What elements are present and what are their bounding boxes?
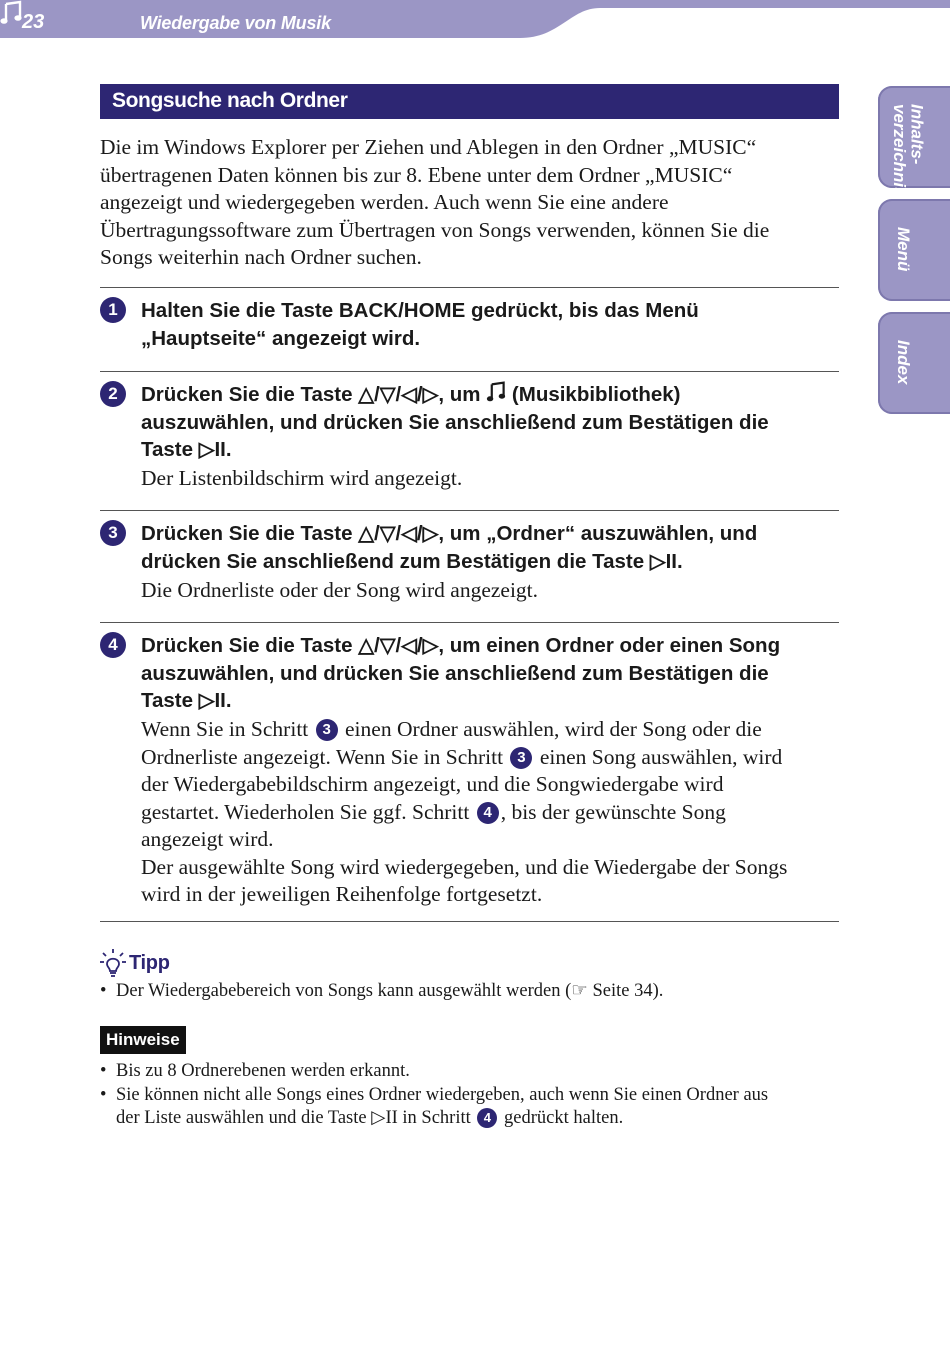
intro-line: Songs weiterhin nach Ordner suchen.: [100, 245, 422, 269]
list-item: [100, 1084, 840, 1108]
bullet: •: [100, 1084, 107, 1105]
bullet: •: [100, 981, 107, 1001]
step-body-line: Die Ordnerliste oder der Song wird angezeigt.: [141, 578, 539, 602]
tab-toc-line2: verzeichnis: [889, 104, 909, 197]
step-body-part: einen Ordner auswählen, wird der Song oder die: [339, 717, 762, 741]
divider: [100, 287, 839, 288]
tab-menu[interactable]: [878, 199, 950, 301]
step-body-line: [141, 716, 841, 744]
step-heading-line: auszuwählen, und drücken Sie anschließend zum Bestätigen die: [141, 661, 769, 685]
step-body-line: angezeigt wird.: [141, 827, 274, 851]
step-body-part: , bis der gewünschte Song: [500, 799, 726, 824]
step-heading-part: (Musikbibliothek): [506, 383, 681, 406]
step-heading-line: „Hauptseite“ angezeigt wird.: [141, 326, 421, 350]
step-number-badge: 3: [100, 520, 126, 546]
step-body-part: Ordnerliste angezeigt. Wenn Sie in Schritt: [141, 744, 509, 769]
tab-table-of-contents[interactable]: [878, 86, 950, 197]
step-heading-part: Drücken Sie die Taste △/▽/◁/▷, um: [141, 383, 487, 406]
step-body-part: einen Song auswählen, wird: [534, 744, 783, 769]
notes-list: [100, 1060, 840, 1131]
section-heading: Songsuche nach Ordner: [112, 89, 348, 112]
step-heading-line: [141, 381, 841, 409]
page-number: 23: [22, 11, 45, 33]
tab-index[interactable]: [878, 312, 950, 414]
note-text: gedrückt halten.: [499, 1108, 624, 1128]
section-title: Wiedergabe von Musik: [140, 13, 331, 33]
intro-paragraph: [100, 134, 840, 272]
intro-line: angezeigt und wiedergegeben werden. Auch wenn Sie eine andere: [100, 190, 669, 214]
step-body-part: Wenn Sie in Schritt: [141, 717, 314, 741]
step-body: [141, 577, 841, 605]
divider: [100, 622, 839, 623]
tab-menu-label: Menü: [893, 227, 913, 272]
lightbulb-icon: [99, 948, 127, 978]
step-ref-badge: 3: [316, 719, 338, 741]
step-ref-badge: 3: [510, 747, 532, 769]
divider: [100, 921, 839, 922]
step-body: [141, 465, 841, 493]
tab-toc-line1: Inhalts-: [907, 104, 927, 165]
note-text: der Liste auswählen und die Taste ▷II in Schritt: [116, 1108, 476, 1128]
step-heading-line: Drücken Sie die Taste △/▽/◁/▷, um „Ordner“ auszuwählen, und: [141, 522, 758, 545]
tab-index-label: Index: [893, 340, 913, 385]
list-item: [100, 1060, 840, 1084]
step-body: [141, 716, 841, 909]
music-note-icon: [0, 0, 22, 26]
list-item-continuation: [100, 1107, 840, 1131]
step-number-badge: 2: [100, 381, 126, 407]
intro-line: übertragenen Daten können bis zur 8. Ebene unter dem Ordner „MUSIC“: [100, 162, 733, 187]
step-heading-line: auszuwählen, und drücken Sie anschließend zum Bestätigen die: [141, 410, 769, 434]
step-heading: [141, 632, 841, 715]
step-ref-badge: 4: [477, 802, 499, 824]
step-body-line: Der Listenbildschirm wird angezeigt.: [141, 466, 463, 490]
intro-line: Die im Windows Explorer per Ziehen und Ablegen in den Ordner „MUSIC“: [100, 135, 757, 159]
step-heading: [141, 520, 841, 575]
tip-list: [100, 980, 840, 1004]
divider: [100, 371, 839, 372]
step-number-badge: 1: [100, 297, 126, 323]
step-body-line: [141, 744, 841, 772]
intro-line: Übertragungssoftware zum Übertragen von Songs verwenden, können Sie die: [100, 217, 770, 242]
page-header: [0, 0, 950, 42]
step-ref-badge: 4: [477, 1108, 497, 1128]
music-library-icon: [486, 381, 506, 403]
step-heading-line: Taste ▷II.: [141, 689, 232, 712]
note-text: Bis zu 8 Ordnerebenen werden erkannt.: [116, 1061, 410, 1081]
note-text: Sie können nicht alle Songs eines Ordner wiedergeben, auch wenn Sie einen Ordner aus: [116, 1084, 769, 1105]
step-heading-line: Halten Sie die Taste BACK/HOME gedrückt, bis das Menü: [141, 299, 699, 322]
step-heading: [141, 297, 841, 352]
divider: [100, 510, 839, 511]
step-body-line: Der ausgewählte Song wird wiedergegeben, und die Wiedergabe der Songs: [141, 854, 788, 879]
step-body-line: der Wiedergabebildschirm angezeigt, und die Songwiedergabe wird: [141, 772, 724, 796]
tab-toc-label: [890, 104, 926, 197]
bullet: •: [100, 1061, 107, 1081]
step-heading-line: drücken Sie anschließend zum Bestätigen die Taste ▷II.: [141, 549, 683, 573]
step-number-badge: 4: [100, 632, 126, 658]
tip-text: Der Wiedergabebereich von Songs kann ausgewählt werden (☞ Seite 34).: [116, 981, 664, 1001]
list-item: [100, 980, 840, 1004]
step-body-line: wird in der jeweiligen Reihenfolge fortgesetzt.: [141, 882, 543, 906]
section-heading-bar: [100, 84, 839, 119]
tip-heading: Tipp: [129, 952, 170, 974]
notes-heading: Hinweise: [100, 1026, 186, 1054]
step-body-line: [141, 799, 841, 827]
step-heading: [141, 381, 841, 464]
step-heading-line: Drücken Sie die Taste △/▽/◁/▷, um einen Ordner oder einen Song: [141, 634, 781, 657]
step-heading-line: Taste ▷II.: [141, 438, 232, 461]
step-body-part: gestartet. Wiederholen Sie ggf. Schritt: [141, 799, 475, 824]
